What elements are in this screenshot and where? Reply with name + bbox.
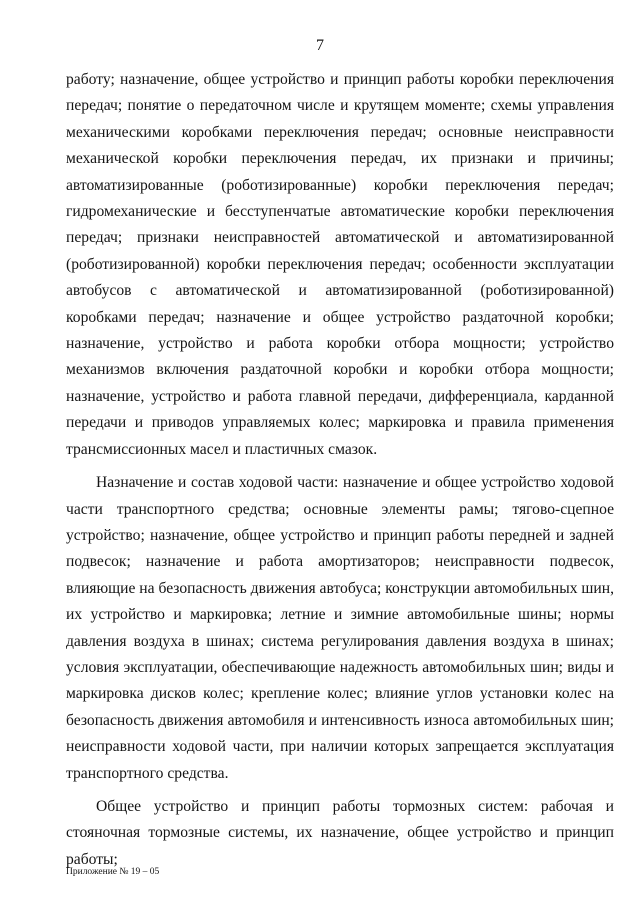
paragraph-continuation: работу; назначение, общее устройство и принцип работы коробки переключения передач; понятие о передаточном числе и крутящем моменте; схемы управления механическими коробками переключения передач; основные неисправности механической коробки переключения передач, их признаки и причины; автоматизированные (роботизированные) коробки переключения передач; гидромеханические и бесступенчатые автоматические коробки переключения передач; признаки неисправностей автоматической и автоматизированной (роботизированной) коробки переключения передач; особенности эксплуатации автобусов с автоматической и автоматизированной (роботизированной) коробками передач; назначение и общее устройство раздаточной коробки; назначение, устройство и работа коробки отбора мощности; устройство механизмов включения раздаточной коробки и коробки отбора мощности; назначение, устройство и работа главной передачи, дифференциала, карданной передачи и приводов управляемых колес; маркировка и правила применения трансмиссионных масел и пластичных смазок. (66, 71, 614, 458)
paragraph-chassis: Назначение и состав ходовой части: назначение и общее устройство ходовой части транспортного средства; основные элементы рамы; тягово-сцепное устройство; назначение, общее устройство и принцип работы передней и задней подвесок; назначение и работа амортизаторов; неисправности подвесок, влияющие на безопасность движения автобуса; конструкции автомобильных шин, их устройство и маркировка; летние и зимние автомобильные шины; нормы давления воздуха в шинах; система регулирования давления воздуха в шинах; условия эксплуатации, обеспечивающие надежность автомобильных шин; виды и маркировка дисков колес; крепление колес; влияние углов установки колес на безопасность движения автомобиля и интенсивность износа автомобильных шин; неисправности ходовой части, при наличии которых запрещается эксплуатация транспортного средства. (66, 474, 614, 782)
body-text (66, 67, 614, 873)
page-number: 7 (316, 37, 324, 54)
paragraph-brakes: Общее устройство и принцип работы тормозных систем: рабочая и стояночная тормозные системы, их назначение, общее устройство и принцип работы; (66, 797, 614, 868)
page-footer: Приложение № 19 – 05 (66, 867, 160, 877)
